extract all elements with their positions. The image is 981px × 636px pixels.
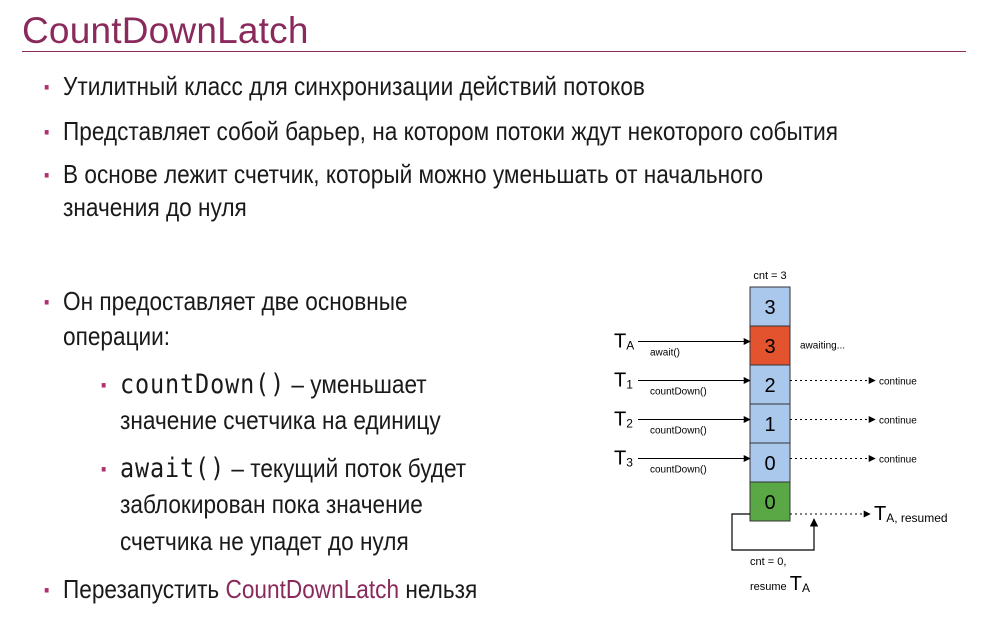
thread-call-label: countDown() <box>650 464 707 476</box>
thread-call-label: countDown() <box>650 386 707 398</box>
await-desc-line3: счетчика не упадет до нуля <box>120 526 409 556</box>
bullet-3 <box>43 158 764 191</box>
counter-cell-4 <box>750 443 790 482</box>
initial-count-label: cnt = 3 <box>753 270 787 282</box>
thread-name: T1 <box>614 369 633 392</box>
bullet-marker: ▪ <box>43 292 50 312</box>
counter-cell-value: 3 <box>764 297 776 319</box>
thread-name: T3 <box>614 447 633 470</box>
bullet-4 <box>43 285 408 318</box>
thread-call-label: await() <box>650 347 681 359</box>
bullet-2-text: Представляет собой барьер, на котором потоки ждут некоторого события <box>63 116 839 146</box>
continue-label: continue <box>879 415 917 427</box>
bullet-marker: ▪ <box>100 459 107 479</box>
bullet-marker: ▪ <box>43 580 50 600</box>
thread-row-0 <box>614 331 845 359</box>
bullet-3-continuation <box>63 191 247 224</box>
countdown-desc: – уменьшает <box>285 369 427 399</box>
bullet-5-highlight: CountDownLatch <box>225 574 400 604</box>
thread-name: T2 <box>614 408 633 431</box>
bullet-marker: ▪ <box>100 375 107 395</box>
counter-cell-5 <box>750 482 790 521</box>
countdown-desc-line2: значение счетчика на единицу <box>120 405 441 435</box>
thread-call-label: countDown() <box>650 425 707 437</box>
bullet-marker: ▪ <box>43 122 50 142</box>
bullet-3-text: В основе лежит счетчик, который можно уменьшать от начального <box>63 159 764 189</box>
counter-cell-2 <box>750 365 790 404</box>
continue-label: continue <box>879 376 917 388</box>
bullet-3-text-line2: значения до нуля <box>63 192 247 222</box>
counter-cell-0 <box>750 287 790 326</box>
continue-label: continue <box>879 454 917 466</box>
bullet-1-text: Утилитный класс для синхронизации действий потоков <box>63 71 645 101</box>
counter-cell-value: 2 <box>764 375 776 397</box>
thread-name: TA <box>614 330 635 353</box>
counter-cells <box>750 287 790 521</box>
await-desc: – текущий поток будет <box>225 453 467 483</box>
final-count-label: cnt = 0, <box>750 556 787 568</box>
bullet-4-text: Он предоставляет две основные <box>63 286 408 316</box>
counter-cell-1 <box>750 326 790 365</box>
resumed-thread-name: TA, resumed <box>874 503 948 525</box>
await-code: await() <box>120 453 226 484</box>
sub-bullet-countdown <box>100 368 427 401</box>
sub-bullet-countdown-line2 <box>120 404 441 437</box>
sub-bullet-await-line2 <box>120 488 423 521</box>
counter-cell-3 <box>750 404 790 443</box>
bullet-5-suffix: нельзя <box>399 574 478 604</box>
bullet-marker: ▪ <box>43 77 50 97</box>
bullet-2 <box>43 115 839 148</box>
bullet-4-text-line2: операции: <box>63 321 171 351</box>
countdownlatch-diagram <box>600 265 970 615</box>
countdown-code: countDown() <box>120 369 286 400</box>
bullet-4-continuation <box>63 320 170 353</box>
counter-cell-value: 0 <box>764 453 776 475</box>
sub-bullet-await <box>100 452 467 485</box>
bullet-marker: ▪ <box>43 165 50 185</box>
awaiting-label: awaiting... <box>800 340 846 352</box>
await-desc-line2: заблокирован пока значение <box>120 489 423 519</box>
counter-cell-value: 0 <box>764 492 776 514</box>
bullet-5-prefix: Перезапустить <box>63 574 226 604</box>
slide-title: CountDownLatch <box>22 10 309 51</box>
bullet-5 <box>43 573 478 606</box>
title-divider <box>22 51 966 52</box>
sub-bullet-await-line3 <box>120 525 409 558</box>
bullet-1 <box>43 70 645 103</box>
counter-cell-value: 3 <box>764 336 776 358</box>
resume-label: resume TA <box>750 573 810 595</box>
counter-cell-value: 1 <box>764 414 776 436</box>
